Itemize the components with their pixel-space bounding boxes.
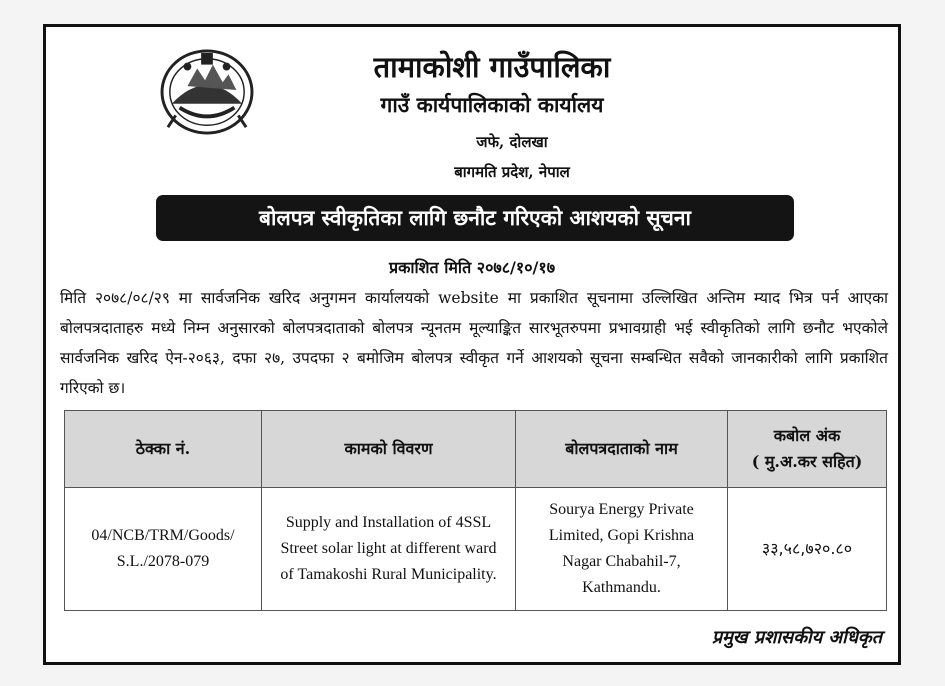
header-amount-line2: ( मु.अ.कर सहित) xyxy=(751,452,863,471)
header-contract-no: ठेक्का नं. xyxy=(65,411,262,488)
cell-contract-no: 04/NCB/TRM/Goods/ S.L./2078-079 xyxy=(65,488,262,611)
office-name: गाउँ कार्यपालिकाको कार्यालय xyxy=(380,92,604,117)
signature-title: प्रमुख प्रशासकीय अधिकृत xyxy=(711,627,882,648)
office-address: जफे, दोलखा xyxy=(476,133,548,151)
cell-description: Supply and Installation of 4SSL Street solar light at different ward of Tamakoshi Rural Municipality. xyxy=(262,488,516,611)
table-row xyxy=(65,488,887,611)
header-amount-line1: कबोल अंक xyxy=(773,426,841,445)
cell-amount: ३३,५८,७२०.८० xyxy=(728,488,887,611)
header-amount xyxy=(728,411,887,488)
table-header-row xyxy=(65,411,887,488)
tender-table xyxy=(64,410,887,611)
municipality-name: तामाकोशी गाउँपालिका xyxy=(373,50,611,84)
notice-title-banner: बोलपत्र स्वीकृतिका लागि छनौट गरिएको आशयको सूचना xyxy=(156,195,794,241)
cell-bidder: Sourya Energy Private Limited, Gopi Krishna Nagar Chabahil-7, Kathmandu. xyxy=(516,488,728,611)
province-name: बागमति प्रदेश, नेपाल xyxy=(454,163,570,181)
notice-body: मिति २०७८/०८/२९ मा सार्वजनिक खरिद अनुगमन कार्यालयको website मा प्रकाशित सूचनामा उल्लिखित अन्तिम म्याद भित्र पर्न आएका बोलपत्रदाताहरु मध्ये निम्न अनुसारको बोलपत्रदाताको बोलपत्र न्यूनतम मूल्याङ्कित सारभूतरुपमा प्रभावग्राही भई स्वीकृतिको लागि छनौट भएकोले सार्वजनिक खरिद ऐन-२०६३, दफा २७, उपदफा २ बमोजिम बोलपत्र स्वीकृत गर्ने आशयको सूचना सम्बन्धित सवैको जानकारीको लागि प्रकाशित गरिएको छ। xyxy=(60,289,888,397)
published-date: प्रकाशित मिति २०७८/१०/१७ xyxy=(388,258,556,277)
header-description: कामको विवरण xyxy=(262,411,516,488)
header-bidder: बोलपत्रदाताको नाम xyxy=(516,411,728,488)
notice-frame xyxy=(43,24,901,665)
